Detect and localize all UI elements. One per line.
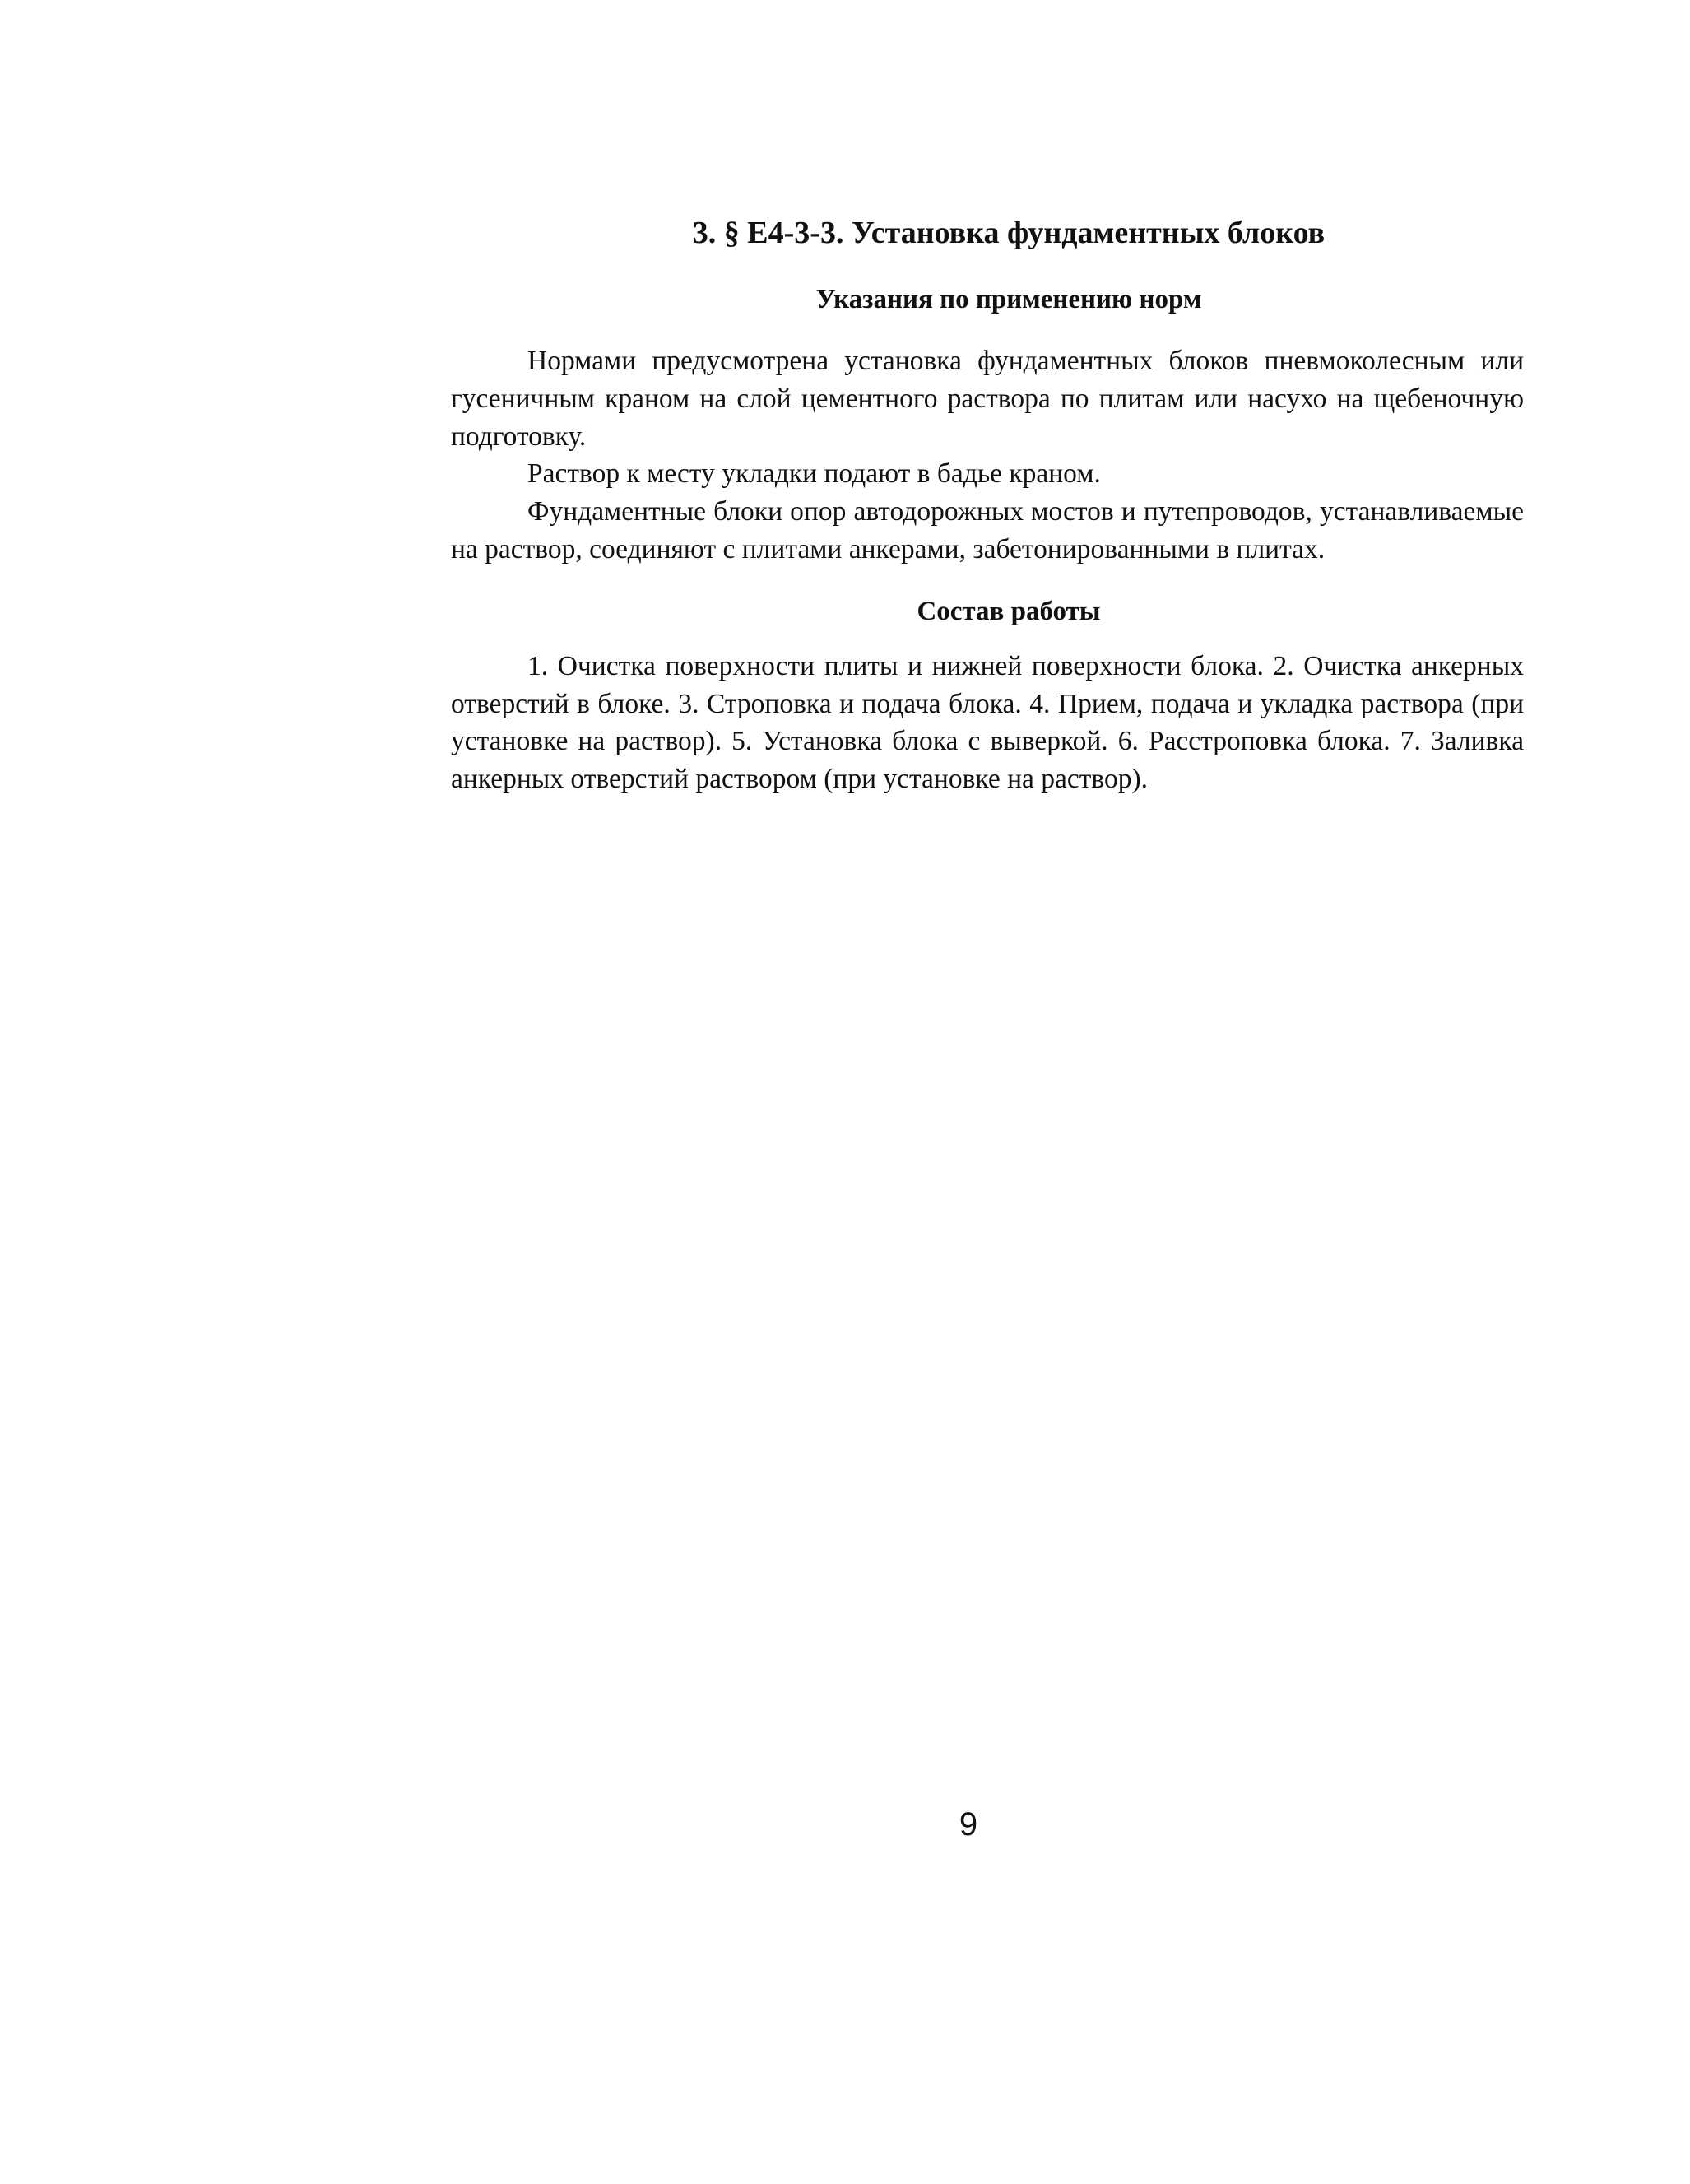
guidelines-heading: Указания по применению норм	[815, 285, 1202, 314]
composition-body	[451, 648, 1524, 798]
composition-heading: Состав работы	[917, 596, 1101, 626]
guidelines-paragraph: Нормами предусмотрена установка фундаментных блоков пневмоколесным или гусеничным краном на слой цементного раствора по плитам или насухо на щебеночную подготовку.	[451, 346, 1524, 452]
guidelines-body	[451, 342, 1524, 569]
composition-paragraph: 1. Очистка поверхности плиты и нижней поверхности блока. 2. Очистка анкерных отверстий в блоке. 3. Строповка и подача блока. 4. Прием, подача и укладка раствора (при установке на раствор). 5. Установка блока с выверкой. 6. Расстроповка блока. 7. Заливка анкерных отверстий раствором (при установке на раствор).	[451, 650, 1524, 795]
guidelines-paragraph: Фундаментные блоки опор автодорожных мостов и путепроводов, устанавливаемые на раствор, соединяют с плитами анкерами, забетонированными в плитах.	[451, 496, 1524, 565]
guidelines-paragraph: Раствор к месту укладки подают в бадье краном.	[527, 458, 1101, 490]
page-number: 9	[959, 1806, 978, 1842]
section-title: 3. § Е4-3-3. Установка фундаментных блоков	[692, 216, 1326, 250]
page-content	[451, 212, 1524, 798]
